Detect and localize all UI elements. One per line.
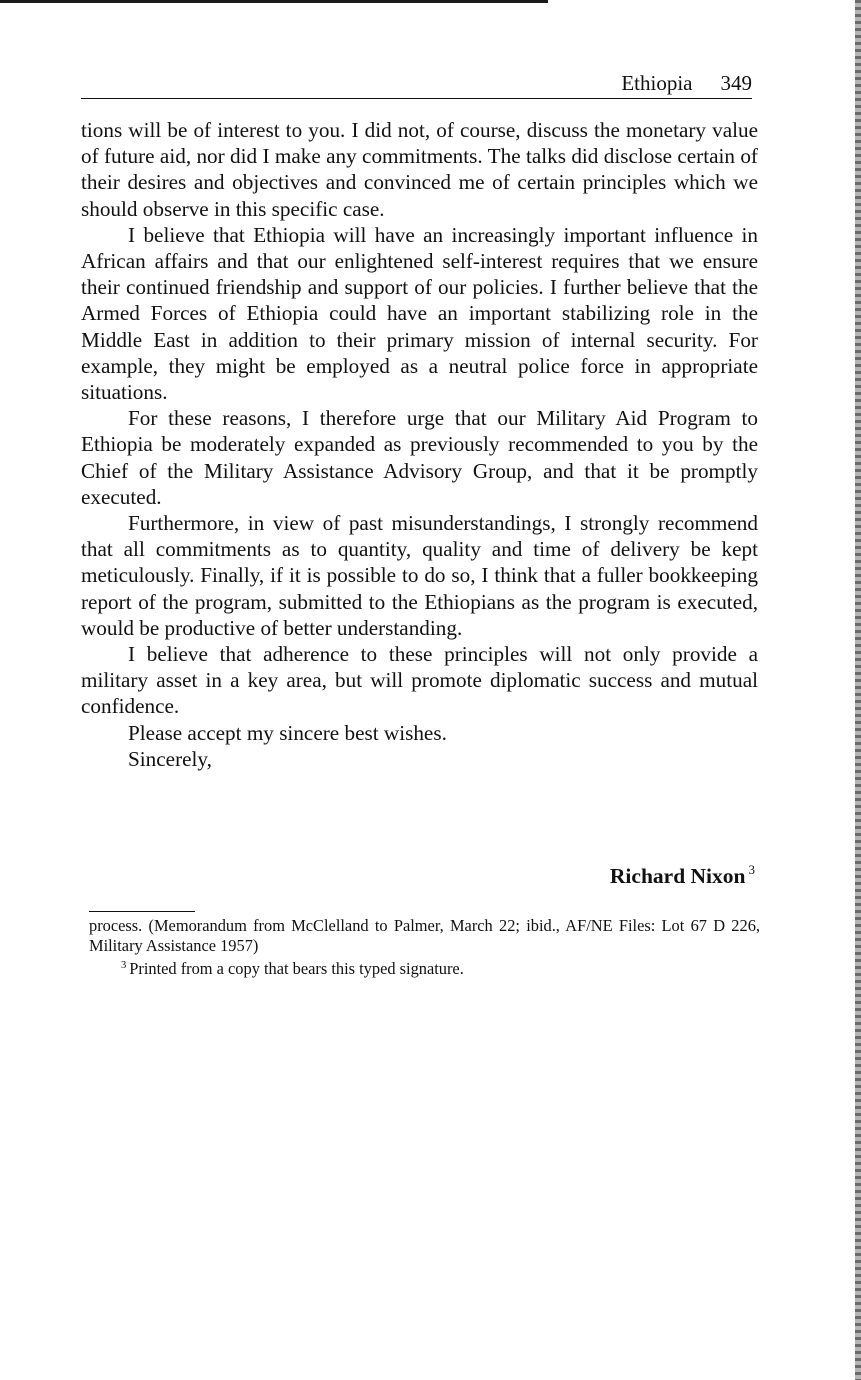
valediction: Sincerely,: [128, 746, 212, 771]
paragraph: I believe that adherence to these principles will not only provide a military asset in a key area, but will promote diplomatic success and mutual confidence.: [81, 642, 758, 719]
paragraph: I believe that Ethiopia will have an increasingly important influence in African affairs and that our enlightened self-interest requires that we ensure their continued friendship and support of our policies. I further believe that the Armed Forces of Ethiopia could have an important stabilizing role in the Middle East in addition to their primary mission of internal security. For example, they might be employed as a neutral police force in appropriate situations.: [81, 222, 758, 405]
footnotes: [89, 916, 760, 979]
signature-footnote-marker: 3: [748, 862, 755, 877]
signature-name: Richard Nixon: [609, 864, 746, 888]
footnote-text: Printed from a copy that bears this typed signature.: [129, 959, 464, 978]
running-header-text: [621, 71, 752, 96]
page-number: 349: [720, 71, 752, 95]
footnote-3: [89, 956, 760, 979]
footnote-continuation: process. (Memorandum from McClelland to Palmer, March 22; ibid., AF/NE Files: Lot 67 D 226, Military Assistance 1957): [89, 916, 760, 955]
letter-body: [81, 117, 758, 772]
footnote-marker: 3: [121, 960, 127, 971]
paragraph: For these reasons, I therefore urge that our Military Aid Program to Ethiopia be moderately expanded as previously recommended to you by the Chief of the Military Assistance Advisory Group, and that it be promptly executed.: [81, 406, 758, 509]
signature: [610, 862, 755, 889]
header-title: Ethiopia: [621, 71, 693, 95]
scan-right-edge: [855, 0, 861, 1380]
footnote-divider: [89, 911, 195, 912]
running-header: [81, 70, 752, 99]
closing-wishes: Please accept my sincere best wishes.: [128, 720, 447, 745]
scan-top-border: [0, 0, 548, 3]
paragraph: Furthermore, in view of past misunderstandings, I strongly recommend that all commitments as to quantity, quality and time of delivery be kept meticulously. Finally, if it is possible to do so, I think that a fuller bookkeeping report of the program, submitted to the Ethiopians as the program is executed, would be productive of better understanding.: [81, 511, 758, 640]
paragraph-continuation: tions will be of interest to you. I did not, of course, discuss the monetary value of future aid, nor did I make any commitments. The talks did disclose certain of their desires and objectives and convinced me of certain principles which we should observe in this specific case.: [81, 118, 758, 221]
